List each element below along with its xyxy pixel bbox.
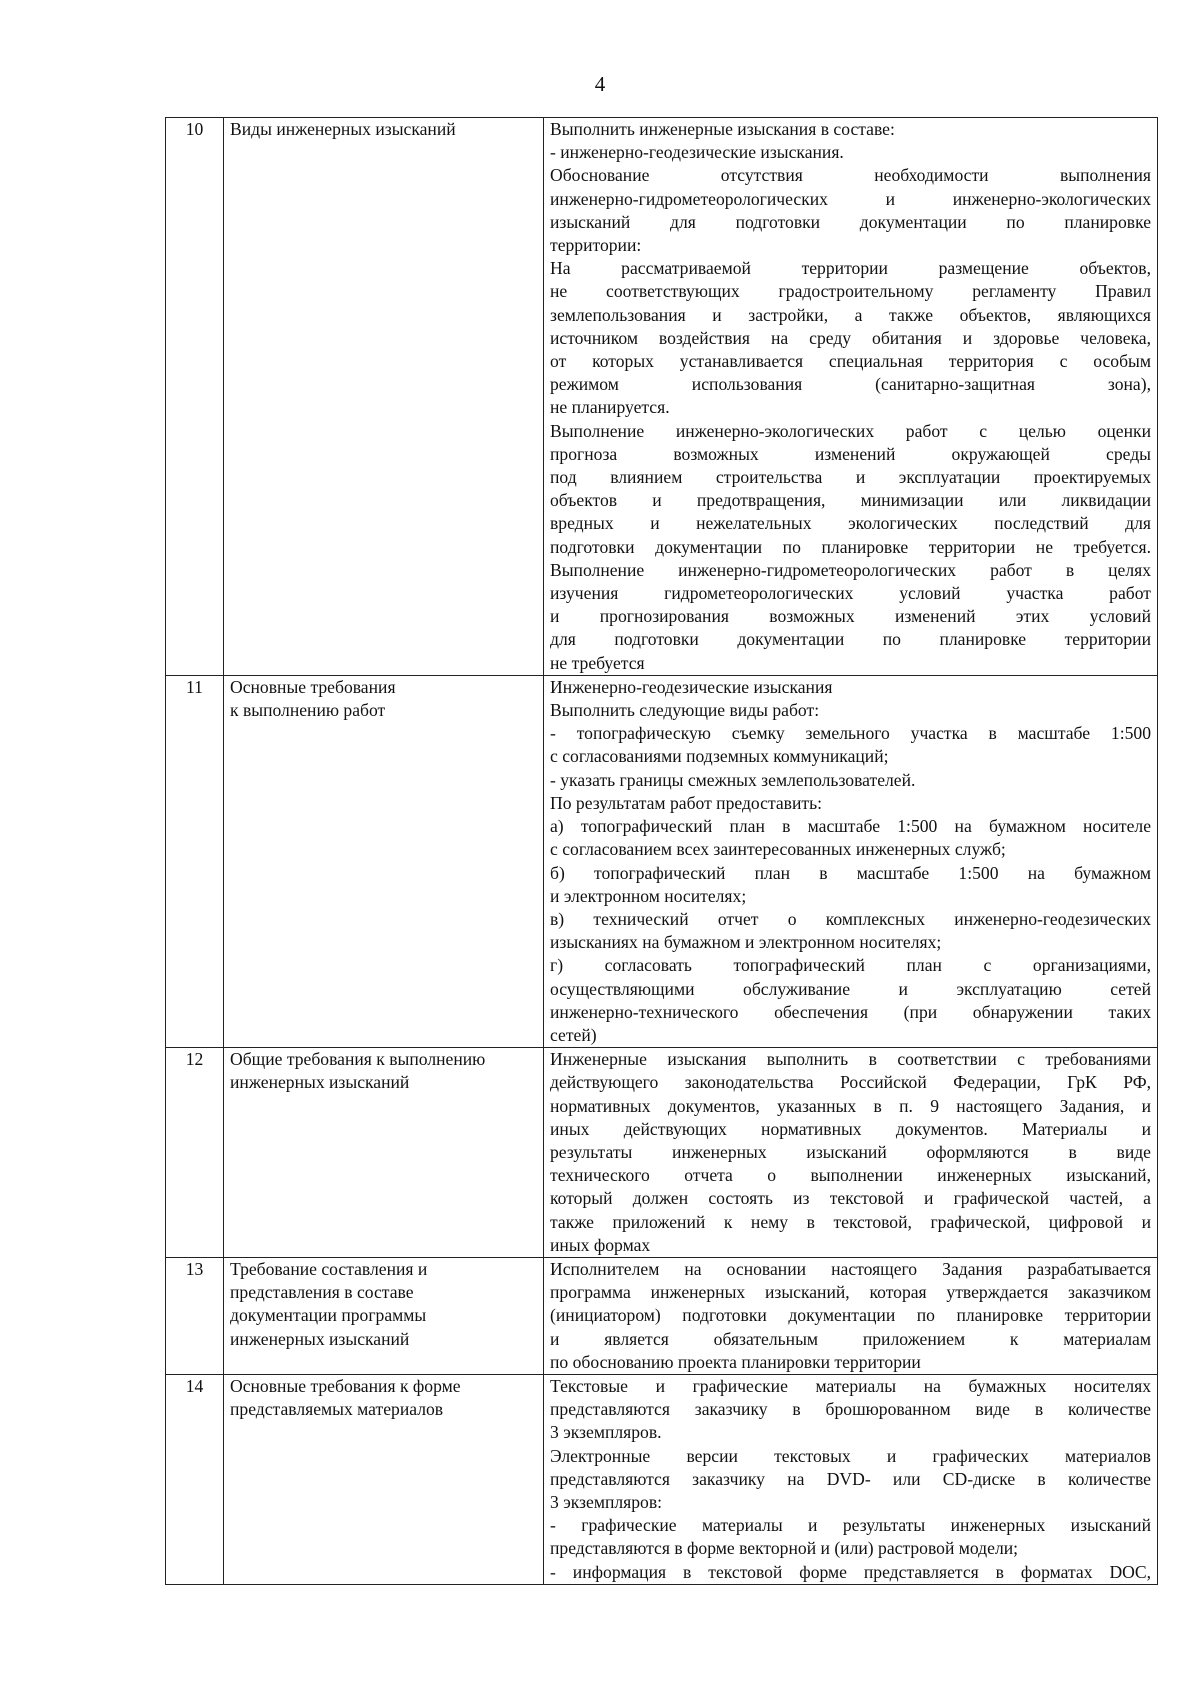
requirement-value-line: представляются в форме векторной и (или) растровой модели;	[550, 1538, 1019, 1559]
requirement-value-line: нормативных документов, указанных в п. 9 настоящего Задания, и	[550, 1095, 1151, 1116]
requirement-value-line: (инициатором) подготовки документации по планировке территории	[550, 1305, 1151, 1326]
requirement-name-line: Основные требования	[230, 676, 396, 697]
requirement-value-line: не требуется	[550, 652, 645, 673]
requirement-value-line: иных действующих нормативных документов. Материалы и	[550, 1118, 1151, 1139]
requirement-value-line: На рассматриваемой территории размещение объектов,	[550, 258, 1151, 279]
requirement-value-line: подготовки документации по планировке территории не требуется.	[550, 536, 1151, 557]
requirement-value-line: Выполнить инженерные изыскания в составе:	[550, 119, 895, 139]
table-row	[166, 1257, 1158, 1374]
requirement-value-line: от которых устанавливается специальная территория с особым	[550, 351, 1151, 372]
requirement-value-line: Текстовые и графические материалы на бумажных носителях	[550, 1375, 1151, 1396]
requirement-name-line: представляемых материалов	[230, 1399, 444, 1420]
requirement-value-line: который должен состоять из текстовой и графической частей, а	[550, 1188, 1151, 1209]
table-row	[166, 1374, 1158, 1584]
requirement-value-line: сетей)	[550, 1024, 597, 1045]
requirement-value-line: 3 экземпляров.	[550, 1422, 662, 1443]
requirement-value-line: Инженерные изыскания выполнить в соответствии с требованиями	[550, 1049, 1151, 1070]
table-body	[166, 118, 1158, 1585]
requirement-value-line: с согласованием всех заинтересованных инженерных служб;	[550, 839, 1006, 860]
requirement-value-line: - указать границы смежных землепользователей.	[550, 769, 916, 790]
requirement-value-line: Выполнение инженерно-экологических работ с целью оценки	[550, 420, 1151, 441]
requirement-name-line: представления в составе	[230, 1282, 414, 1303]
table-row	[166, 118, 1158, 676]
requirement-value-line: не соответствующих градостроительному регламенту Правил	[550, 281, 1151, 302]
requirement-value-line: - топографическую съемку земельного участка в масштабе 1:500	[550, 723, 1151, 744]
requirement-value-line: - инженерно-геодезические изыскания.	[550, 142, 844, 163]
requirement-name-line: инженерных изысканий	[230, 1072, 410, 1093]
requirement-value-line: иных формах	[550, 1234, 651, 1255]
requirement-value-line: результаты инженерных изысканий оформляются в виде	[550, 1141, 1151, 1162]
requirement-name	[224, 1374, 544, 1584]
table-row	[166, 1048, 1158, 1258]
requirement-value-line: б) топографический план в масштабе 1:500 на бумажном	[550, 862, 1151, 883]
requirement-value-line: режимом использования (санитарно-защитная зона),	[550, 374, 1151, 395]
requirement-value-line: инженерно-технического обеспечения (при обнаружении таких	[550, 1001, 1151, 1022]
requirement-name-line: инженерных изысканий	[230, 1328, 410, 1349]
requirement-name	[224, 675, 544, 1047]
requirement-value-line: Выполнение инженерно-гидрометеорологических работ в целях	[550, 559, 1151, 580]
requirement-value-line: изучения гидрометеорологических условий участка работ	[550, 583, 1151, 604]
requirement-value-line: Обоснование отсутствия необходимости выполнения	[550, 165, 1151, 186]
requirement-value-line: землепользования и застройки, а также объектов, являющихся	[550, 304, 1151, 325]
requirements-table	[165, 117, 1158, 1585]
row-number: 10	[166, 118, 224, 676]
requirement-name-line: Основные требования к форме	[230, 1375, 461, 1396]
requirement-name-line: Требование составления и	[230, 1258, 428, 1279]
requirement-value-line: Электронные версии текстовых и графических материалов	[550, 1445, 1151, 1466]
requirement-name-line: Общие требования к выполнению	[230, 1049, 486, 1070]
row-number: 12	[166, 1048, 224, 1258]
requirement-value	[544, 118, 1158, 676]
requirement-value-line: по обоснованию проекта планировки территории	[550, 1351, 921, 1372]
requirement-value-line: и является обязательным приложением к материалам	[550, 1328, 1151, 1349]
requirement-value-line: представляются заказчику в брошюрованном виде в количестве	[550, 1399, 1151, 1420]
requirement-value-line: вредных и нежелательных экологических последствий для	[550, 513, 1151, 534]
requirement-value-line: источником воздействия на среду обитания и здоровье человека,	[550, 327, 1151, 348]
requirement-name	[224, 1257, 544, 1374]
requirement-value-line: и электронном носителях;	[550, 885, 747, 906]
requirement-value-line: Выполнить следующие виды работ:	[550, 700, 820, 721]
requirement-value-line: г) согласовать топографический план с организациями,	[550, 955, 1151, 976]
requirement-value-line: - графические материалы и результаты инженерных изысканий	[550, 1515, 1151, 1536]
requirement-value	[544, 1257, 1158, 1374]
requirement-value-line: под влиянием строительства и эксплуатации проектируемых	[550, 467, 1151, 488]
requirement-value-line: технического отчета о выполнении инженерных изысканий,	[550, 1165, 1151, 1186]
requirement-name-line: к выполнению работ	[230, 700, 386, 721]
requirement-value-line: а) топографический план в масштабе 1:500 на бумажном носителе	[550, 816, 1151, 837]
requirement-value-line: 3 экземпляров:	[550, 1491, 663, 1512]
requirement-value-line: По результатам работ предоставить:	[550, 792, 822, 813]
requirement-value-line: прогноза возможных изменений окружающей среды	[550, 443, 1151, 464]
requirement-name-line: Виды инженерных изысканий	[230, 119, 456, 139]
requirement-value-line: территории:	[550, 235, 642, 256]
requirement-value	[544, 1048, 1158, 1258]
requirement-name-line: документации программы	[230, 1305, 427, 1326]
table-row	[166, 675, 1158, 1047]
row-number: 13	[166, 1257, 224, 1374]
requirement-value-line: не планируется.	[550, 397, 670, 418]
requirement-value-line: осуществляющими обслуживание и эксплуатацию сетей	[550, 978, 1151, 999]
requirement-name	[224, 1048, 544, 1258]
requirement-value-line: для подготовки документации по планировке территории	[550, 629, 1151, 650]
row-number: 14	[166, 1374, 224, 1584]
requirement-value-line: с согласованиями подземных коммуникаций;	[550, 746, 889, 767]
requirement-value-line: объектов и предотвращения, минимизации или ликвидации	[550, 490, 1151, 511]
requirement-name	[224, 118, 544, 676]
requirement-value-line: программа инженерных изысканий, которая утверждается заказчиком	[550, 1282, 1151, 1303]
requirement-value	[544, 1374, 1158, 1584]
requirement-value-line: также приложений к нему в текстовой, графической, цифровой и	[550, 1211, 1151, 1232]
requirement-value-line: Исполнителем на основании настоящего Задания разрабатывается	[550, 1258, 1151, 1279]
requirement-value-line: действующего законодательства Российской Федерации, ГрК РФ,	[550, 1072, 1151, 1093]
requirement-value	[544, 675, 1158, 1047]
requirement-value-line: в) технический отчет о комплексных инженерно-геодезических	[550, 908, 1151, 929]
requirement-value-line: представляются заказчику на DVD- или CD-диске в количестве	[550, 1468, 1151, 1489]
requirement-value-line: Инженерно-геодезические изыскания	[550, 676, 833, 697]
row-number: 11	[166, 675, 224, 1047]
requirement-value-line: инженерно-гидрометеорологических и инженерно-экологических	[550, 188, 1151, 209]
page-number: 4	[594, 72, 606, 96]
requirement-value-line: - информация в текстовой форме представляется в форматах DOC,	[550, 1561, 1151, 1582]
requirement-value-line: изысканиях на бумажном и электронном носителях;	[550, 932, 942, 953]
requirement-value-line: и прогнозирования возможных изменений этих условий	[550, 606, 1151, 627]
requirement-value-line: изысканий для подготовки документации по планировке	[550, 211, 1151, 232]
